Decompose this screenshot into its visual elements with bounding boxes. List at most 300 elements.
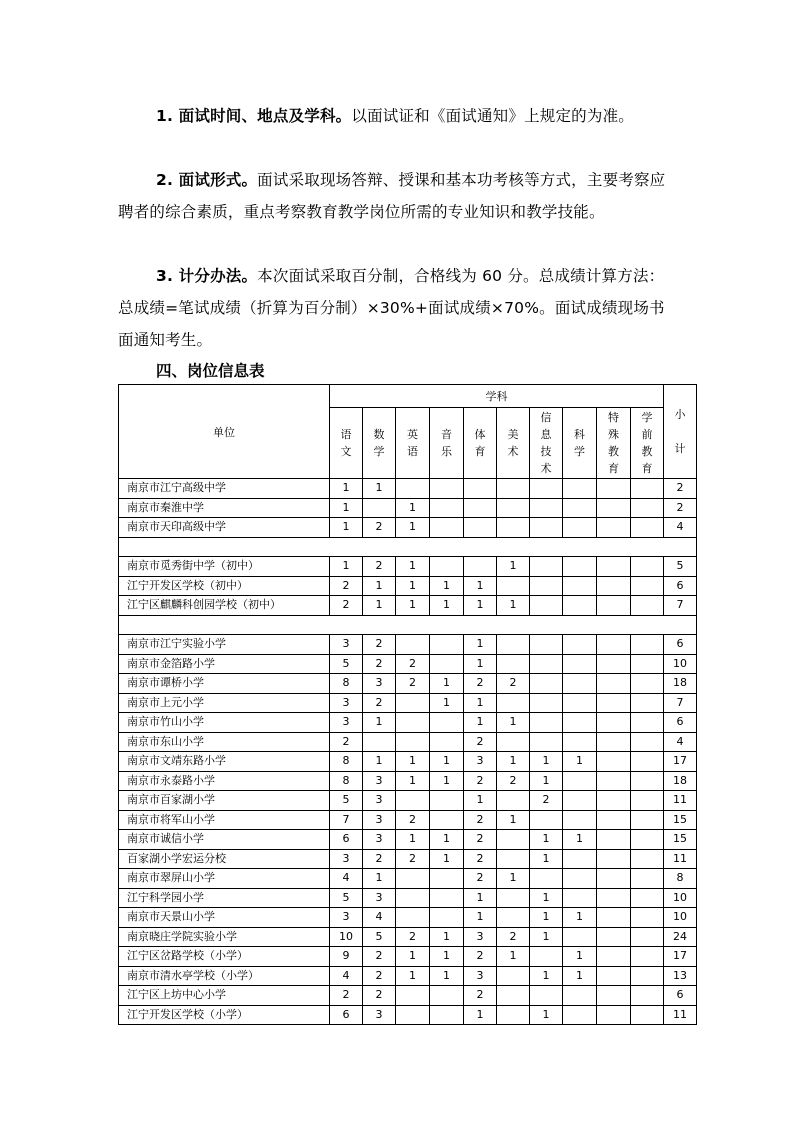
subject-count [563, 635, 597, 655]
subject-count [631, 849, 664, 869]
separator-row [119, 537, 697, 557]
subject-count [396, 1005, 430, 1025]
unit-name: 南京市翠屏山小学 [119, 869, 330, 889]
subject-count [396, 693, 430, 713]
table-row [119, 966, 697, 986]
subject-count: 3 [363, 674, 396, 694]
subject-count: 1 [530, 771, 563, 791]
unit-name: 南京市清水亭学校（小学） [119, 966, 330, 986]
subject-count [530, 576, 563, 596]
subject-count [497, 693, 530, 713]
subject-count [631, 518, 664, 538]
table-row [119, 674, 697, 694]
subject-count [396, 986, 430, 1006]
row-total: 6 [664, 986, 697, 1006]
row-total: 7 [664, 596, 697, 616]
subject-count: 1 [396, 752, 430, 772]
subject-count: 1 [430, 674, 464, 694]
subject-count: 1 [396, 966, 430, 986]
subject-count [597, 596, 631, 616]
subject-count: 2 [497, 927, 530, 947]
subject-count [497, 908, 530, 928]
unit-name: 江宁开发区学校（初中） [119, 576, 330, 596]
table-row [119, 576, 697, 596]
unit-name: 南京市文靖东路小学 [119, 752, 330, 772]
subject-count [631, 596, 664, 616]
table-row [119, 518, 697, 538]
subject-count [597, 966, 631, 986]
unit-name: 南京市百家湖小学 [119, 791, 330, 811]
subject-count [530, 732, 563, 752]
subject-header [597, 408, 631, 479]
table-row [119, 479, 697, 499]
subject-count [530, 518, 563, 538]
subject-count [563, 869, 597, 889]
subject-count [597, 869, 631, 889]
unit-name: 江宁区麒麟科创园学校（初中） [119, 596, 330, 616]
subject-count [530, 498, 563, 518]
subject-count [563, 654, 597, 674]
subject-count [497, 732, 530, 752]
subject-count: 2 [330, 732, 363, 752]
subject-count [597, 732, 631, 752]
subject-count: 1 [497, 810, 530, 830]
subject-count: 2 [363, 518, 396, 538]
subject-count: 1 [396, 518, 430, 538]
subject-count [530, 693, 563, 713]
subject-count [597, 479, 631, 499]
unit-name: 南京市秦淮中学 [119, 498, 330, 518]
subject-count [631, 771, 664, 791]
subject-count: 1 [330, 557, 363, 577]
subject-count [363, 498, 396, 518]
paragraph-interview-time [118, 100, 678, 132]
subject-count [631, 752, 664, 772]
subject-count: 3 [330, 908, 363, 928]
subject-count [530, 479, 563, 499]
subject-count: 3 [363, 791, 396, 811]
subject-count [597, 849, 631, 869]
subject-count [597, 791, 631, 811]
subject-header-text: 信 息 技 术 [540, 411, 552, 475]
unit-name: 南京市竹山小学 [119, 713, 330, 733]
subject-count [631, 557, 664, 577]
unit-name: 南京市金箔路小学 [119, 654, 330, 674]
subject-count: 2 [530, 791, 563, 811]
subject-count: 2 [464, 810, 497, 830]
subject-count: 1 [464, 713, 497, 733]
row-total: 7 [664, 693, 697, 713]
row-total: 17 [664, 947, 697, 967]
subject-count [530, 810, 563, 830]
table-row [119, 654, 697, 674]
subject-count [530, 557, 563, 577]
subject-count [396, 888, 430, 908]
subject-header [530, 408, 563, 479]
subject-count: 1 [563, 752, 597, 772]
subject-count: 3 [330, 693, 363, 713]
table-row [119, 849, 697, 869]
header-row [119, 385, 697, 408]
subject-count: 5 [330, 654, 363, 674]
subject-count: 1 [530, 908, 563, 928]
table-row [119, 947, 697, 967]
subject-count: 1 [396, 947, 430, 967]
subject-count [631, 479, 664, 499]
subject-count: 1 [464, 1005, 497, 1025]
row-total: 4 [664, 518, 697, 538]
subject-count [631, 986, 664, 1006]
unit-name: 南京市江宁实验小学 [119, 635, 330, 655]
subject-count [396, 869, 430, 889]
subject-count: 1 [530, 830, 563, 850]
table-row [119, 713, 697, 733]
subject-count: 2 [396, 927, 430, 947]
subject-count [430, 732, 464, 752]
unit-name: 南京市江宁高级中学 [119, 479, 330, 499]
subject-count [631, 713, 664, 733]
subject-count [530, 674, 563, 694]
subject-count: 1 [396, 771, 430, 791]
paragraph-body: 以面试证和《面试通知》上规定的为准。 [351, 107, 634, 125]
subject-count [530, 635, 563, 655]
subject-count: 1 [363, 713, 396, 733]
subject-header-text: 科 学 [574, 428, 585, 458]
subject-count [497, 1005, 530, 1025]
subject-count [497, 576, 530, 596]
subject-count: 2 [464, 674, 497, 694]
subject-count: 3 [363, 888, 396, 908]
subject-count [563, 576, 597, 596]
subject-count: 1 [464, 791, 497, 811]
subject-count: 5 [330, 888, 363, 908]
separator-row [119, 615, 697, 635]
subject-count [631, 908, 664, 928]
subject-count [563, 693, 597, 713]
subject-count [430, 635, 464, 655]
subject-count: 2 [363, 966, 396, 986]
subject-count: 1 [497, 947, 530, 967]
subject-count: 1 [464, 693, 497, 713]
row-total: 6 [664, 635, 697, 655]
subject-count: 2 [396, 810, 430, 830]
subject-header-text: 数 学 [373, 428, 385, 458]
unit-name: 南京市天景山小学 [119, 908, 330, 928]
subject-count [530, 986, 563, 1006]
subject-header [430, 408, 464, 479]
subject-count: 6 [330, 830, 363, 850]
subject-count: 1 [330, 518, 363, 538]
subject-count [631, 888, 664, 908]
paragraph-heading: 1. 面试时间、地点及学科。 [156, 107, 352, 125]
subject-count: 2 [363, 947, 396, 967]
subject-count: 1 [530, 752, 563, 772]
subject-count [597, 771, 631, 791]
unit-name: 江宁科学园小学 [119, 888, 330, 908]
subject-count: 1 [363, 596, 396, 616]
subject-count: 3 [464, 927, 497, 947]
subject-count [563, 849, 597, 869]
subject-count [430, 654, 464, 674]
subject-count: 1 [530, 966, 563, 986]
subject-count [631, 810, 664, 830]
subject-count [597, 752, 631, 772]
subject-count: 2 [396, 654, 430, 674]
subject-count: 3 [464, 966, 497, 986]
subject-count: 3 [363, 1005, 396, 1025]
subject-count: 1 [530, 888, 563, 908]
row-total: 8 [664, 869, 697, 889]
subject-count: 1 [530, 1005, 563, 1025]
subject-count: 1 [430, 966, 464, 986]
subject-header-text: 英 语 [407, 428, 418, 458]
table-row [119, 771, 697, 791]
table-row [119, 557, 697, 577]
subject-count [631, 1005, 664, 1025]
subject-count [497, 635, 530, 655]
subject-count [430, 810, 464, 830]
subject-count: 2 [464, 986, 497, 1006]
subject-count [497, 518, 530, 538]
subject-count: 1 [497, 713, 530, 733]
subject-count [597, 674, 631, 694]
subject-count [464, 557, 497, 577]
subject-count [430, 713, 464, 733]
unit-name: 南京市觅秀街中学（初中） [119, 557, 330, 577]
subject-count: 4 [330, 869, 363, 889]
subject-count [631, 674, 664, 694]
subject-count [497, 791, 530, 811]
subject-count: 3 [330, 713, 363, 733]
subject-count: 1 [396, 557, 430, 577]
subject-count [631, 654, 664, 674]
subject-count [597, 947, 631, 967]
subject-count: 1 [363, 869, 396, 889]
table-row [119, 498, 697, 518]
row-total: 17 [664, 752, 697, 772]
separator-cell [119, 615, 697, 635]
subject-count [363, 732, 396, 752]
subject-count: 1 [330, 479, 363, 499]
subject-count: 5 [363, 927, 396, 947]
subject-count: 1 [530, 927, 563, 947]
subject-header-text: 美 术 [507, 428, 519, 458]
subject-count [597, 635, 631, 655]
subject-count [563, 732, 597, 752]
row-total: 11 [664, 791, 697, 811]
subject-count [497, 830, 530, 850]
subject-count: 1 [497, 596, 530, 616]
subject-count: 3 [363, 810, 396, 830]
subject-count [563, 518, 597, 538]
subject-count [631, 830, 664, 850]
unit-header: 单位 [119, 385, 330, 479]
row-total: 6 [664, 713, 697, 733]
subject-count [597, 576, 631, 596]
subject-header-text: 体 育 [474, 428, 486, 458]
subject-count [631, 498, 664, 518]
table-row [119, 908, 697, 928]
subject-header [497, 408, 530, 479]
table-row [119, 693, 697, 713]
row-total: 15 [664, 810, 697, 830]
subject-header [396, 408, 430, 479]
subject-count [563, 1005, 597, 1025]
subject-count [631, 927, 664, 947]
subject-count: 1 [497, 557, 530, 577]
row-total: 10 [664, 654, 697, 674]
subject-count [396, 791, 430, 811]
row-total: 6 [664, 576, 697, 596]
subject-count [597, 986, 631, 1006]
subject-count [597, 1005, 631, 1025]
subject-count: 1 [430, 947, 464, 967]
table-row [119, 830, 697, 850]
subject-count [563, 927, 597, 947]
subject-count: 1 [464, 888, 497, 908]
subject-count: 2 [464, 849, 497, 869]
subject-count: 2 [330, 986, 363, 1006]
subject-count [430, 557, 464, 577]
row-total: 11 [664, 1005, 697, 1025]
subject-count [563, 810, 597, 830]
subject-count: 2 [464, 830, 497, 850]
unit-name: 南京市将军山小学 [119, 810, 330, 830]
subject-count [631, 869, 664, 889]
paragraph-heading: 2. 面试形式。 [156, 171, 258, 189]
paragraph-heading: 3. 计分办法。 [156, 267, 258, 285]
subject-count [563, 596, 597, 616]
subject-count: 1 [396, 498, 430, 518]
table-row [119, 810, 697, 830]
paragraph-body: 本次面试采取百分制，合格线为 60 分。总成绩计算方法：总成绩=笔试成绩（折算为百分制）×30%+面试成绩×70%。面试成绩现场书面通知考生。 [118, 267, 665, 349]
subject-count [430, 518, 464, 538]
unit-name: 南京市上元小学 [119, 693, 330, 713]
subject-count: 5 [330, 791, 363, 811]
subject-count [631, 947, 664, 967]
row-total: 4 [664, 732, 697, 752]
subject-count [563, 771, 597, 791]
subject-count [430, 908, 464, 928]
row-total: 18 [664, 771, 697, 791]
subject-count [563, 674, 597, 694]
subject-count [563, 986, 597, 1006]
subject-count [597, 908, 631, 928]
unit-name: 南京市诚信小学 [119, 830, 330, 850]
total-header [664, 385, 697, 479]
paragraph-body: 面试采取现场答辩、授课和基本功考核等方式，主要考察应聘者的综合素质，重点考察教育教学岗位所需的专业知识和教学技能。 [118, 171, 666, 221]
subject-header-text: 语 文 [340, 428, 352, 458]
table-row [119, 986, 697, 1006]
subject-count: 1 [464, 635, 497, 655]
subject-count: 1 [563, 947, 597, 967]
subject-count: 2 [396, 674, 430, 694]
subject-count [530, 596, 563, 616]
subject-count: 9 [330, 947, 363, 967]
row-total: 13 [664, 966, 697, 986]
subject-count [497, 986, 530, 1006]
subject-header-text: 特 殊 教 育 [608, 411, 619, 475]
subject-header [563, 408, 597, 479]
subject-count [563, 479, 597, 499]
subject-count [597, 498, 631, 518]
subject-header [464, 408, 497, 479]
subject-count: 1 [430, 576, 464, 596]
subject-count [430, 791, 464, 811]
subject-count: 1 [464, 596, 497, 616]
subject-count [430, 888, 464, 908]
subject-count [497, 966, 530, 986]
subject-count: 1 [363, 479, 396, 499]
subject-count: 1 [563, 830, 597, 850]
subject-count: 2 [464, 771, 497, 791]
subject-count [563, 888, 597, 908]
subject-count [430, 479, 464, 499]
row-total: 11 [664, 849, 697, 869]
subject-count: 1 [430, 927, 464, 947]
subject-count: 1 [363, 752, 396, 772]
subject-count: 3 [464, 752, 497, 772]
unit-name: 百家湖小学宏运分校 [119, 849, 330, 869]
subject-count [597, 557, 631, 577]
subject-count [430, 986, 464, 1006]
subject-header-text: 音 乐 [441, 428, 452, 458]
subject-count [497, 498, 530, 518]
subject-count [396, 713, 430, 733]
subject-count [530, 713, 563, 733]
subject-header [330, 408, 363, 479]
subject-count [464, 518, 497, 538]
subject-count: 8 [330, 752, 363, 772]
subject-count [563, 557, 597, 577]
unit-name: 江宁区岔路学校（小学） [119, 947, 330, 967]
subject-count: 7 [330, 810, 363, 830]
row-total: 18 [664, 674, 697, 694]
table-row [119, 1005, 697, 1025]
subject-count: 4 [330, 966, 363, 986]
subject-count: 2 [464, 869, 497, 889]
subject-count [563, 791, 597, 811]
unit-name: 江宁开发区学校（小学） [119, 1005, 330, 1025]
row-total: 24 [664, 927, 697, 947]
subject-count: 4 [363, 908, 396, 928]
subject-count: 1 [430, 830, 464, 850]
subject-count: 1 [464, 654, 497, 674]
subject-count: 2 [464, 732, 497, 752]
subject-count: 1 [430, 771, 464, 791]
subject-count [597, 927, 631, 947]
subject-count [597, 810, 631, 830]
subject-count: 2 [363, 635, 396, 655]
paragraph-interview-format [118, 164, 678, 228]
unit-name: 南京晓庄学院实验小学 [119, 927, 330, 947]
subject-header-text: 学 前 教 育 [641, 411, 653, 475]
subject-count: 1 [363, 576, 396, 596]
subject-count [396, 479, 430, 499]
subject-count: 1 [430, 849, 464, 869]
subject-count: 1 [497, 752, 530, 772]
subject-count: 2 [363, 849, 396, 869]
row-total: 10 [664, 888, 697, 908]
paragraph-scoring [118, 260, 678, 356]
subject-count [430, 869, 464, 889]
subject-count: 2 [330, 576, 363, 596]
subject-count: 2 [363, 654, 396, 674]
unit-name: 南京市天印高级中学 [119, 518, 330, 538]
subject-count: 1 [396, 830, 430, 850]
subject-count [597, 830, 631, 850]
unit-name: 江宁区上坊中心小学 [119, 986, 330, 1006]
